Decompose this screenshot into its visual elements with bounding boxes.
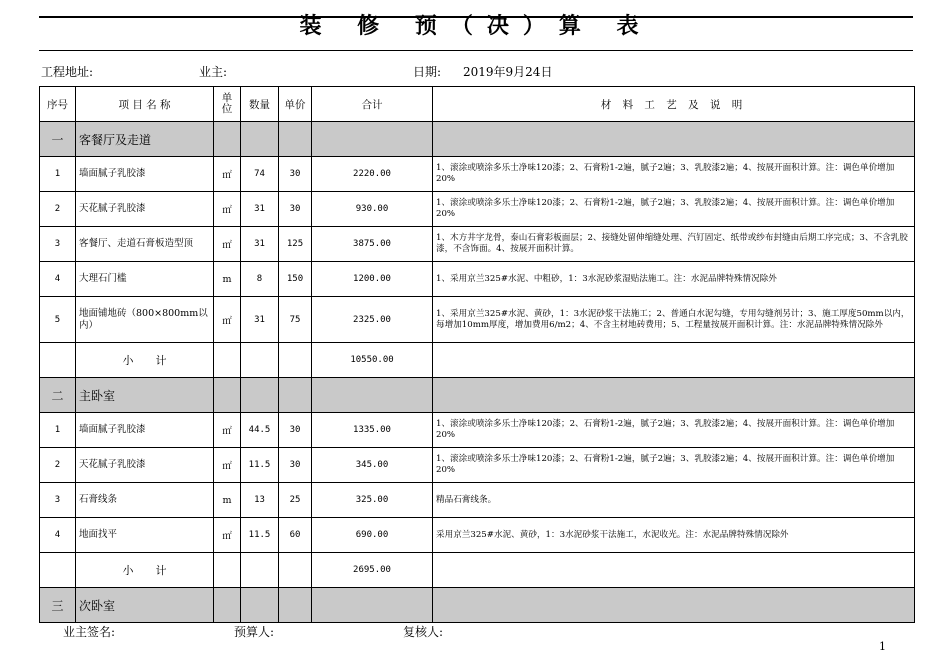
item-price: 150 — [279, 262, 312, 297]
item-name: 大理石门槛 — [76, 262, 214, 297]
item-unit: ㎡ — [214, 518, 241, 553]
budget-table — [39, 86, 915, 623]
section-empty-cell — [312, 378, 433, 413]
item-qty: 13 — [241, 483, 279, 518]
subtotal-value: 2695.00 — [312, 553, 433, 588]
section-number: 一 — [40, 122, 76, 157]
item-qty: 31 — [241, 192, 279, 227]
item-qty: 31 — [241, 297, 279, 343]
item-name: 地面铺地砖（800×800mm以内） — [76, 297, 214, 343]
item-qty: 11.5 — [241, 518, 279, 553]
item-number: 3 — [40, 483, 76, 518]
header-name: 项 目 名 称 — [76, 87, 214, 122]
item-name: 石膏线条 — [76, 483, 214, 518]
item-unit: m — [214, 483, 241, 518]
item-description: 1、木方井字龙骨，泰山石膏彩板面层；2、接缝处留伸缩缝处理、汽钉固定、纸带或纱布封缝由后期工序完成；3、不含乳胶漆，不含饰面。4、按展开面积计算。 — [433, 227, 915, 262]
subtotal-empty-cell — [214, 553, 241, 588]
subtotal-empty-cell — [279, 343, 312, 378]
item-qty: 44.5 — [241, 413, 279, 448]
section-empty-cell — [433, 378, 915, 413]
info-bar — [39, 50, 913, 87]
item-price: 30 — [279, 448, 312, 483]
item-price: 30 — [279, 413, 312, 448]
item-qty: 31 — [241, 227, 279, 262]
item-unit: ㎡ — [214, 157, 241, 192]
item-unit: m — [214, 262, 241, 297]
item-qty: 11.5 — [241, 448, 279, 483]
item-qty: 8 — [241, 262, 279, 297]
section-empty-cell — [241, 378, 279, 413]
item-number: 1 — [40, 157, 76, 192]
page-number: 1 — [879, 640, 886, 653]
subtotal-empty-cell — [40, 343, 76, 378]
table-row — [40, 157, 915, 192]
header-unit: 单位 — [214, 87, 241, 122]
item-name: 墙面腻子乳胶漆 — [76, 413, 214, 448]
owner-sign-label: 业主签名: — [63, 625, 116, 639]
section-empty-cell — [241, 122, 279, 157]
item-description: 1、采用京兰325#水泥、中粗砂，1：3水泥砂浆湿贴法施工。注：水泥品牌特殊情况除外 — [433, 262, 915, 297]
item-number: 1 — [40, 413, 76, 448]
table-row — [40, 448, 915, 483]
item-description: 1、滚涂或喷涂多乐士净味120漆；2、石膏粉1-2遍，腻子2遍；3、乳胶漆2遍；4、按展开面积计算。注：调色单价增加20% — [433, 413, 915, 448]
item-number: 3 — [40, 227, 76, 262]
section-name: 次卧室 — [76, 588, 214, 623]
subtotal-empty-cell — [433, 343, 915, 378]
subtotal-empty-cell — [40, 553, 76, 588]
page-title: 装 修 预（决）算 表 — [299, 13, 653, 39]
item-price: 75 — [279, 297, 312, 343]
item-total: 2325.00 — [312, 297, 433, 343]
item-unit: ㎡ — [214, 192, 241, 227]
section-empty-cell — [279, 378, 312, 413]
section-empty-cell — [312, 122, 433, 157]
estimator-label: 预算人: — [234, 625, 275, 639]
item-number: 5 — [40, 297, 76, 343]
item-total: 1200.00 — [312, 262, 433, 297]
item-total: 1335.00 — [312, 413, 433, 448]
header-no: 序号 — [40, 87, 76, 122]
item-price: 60 — [279, 518, 312, 553]
section-name: 主卧室 — [76, 378, 214, 413]
subtotal-empty-cell — [241, 553, 279, 588]
item-description: 1、采用京兰325#水泥、黄砂，1：3水泥砂浆干法施工；2、普通白水泥勾缝，专用勾缝剂另计；3、施工厚度50mm以内，每增加10mm厚度，增加费用6/m2；4、不含主材地砖费用；5、工程量按展开面积计算。注：水泥品牌特殊情况除外 — [433, 297, 915, 343]
item-number: 4 — [40, 518, 76, 553]
item-total: 2220.00 — [312, 157, 433, 192]
item-description: 采用京兰325#水泥、黄砂，1：3水泥砂浆干法施工，水泥收光。注：水泥品牌特殊情况除外 — [433, 518, 915, 553]
item-description: 1、滚涂或喷涂多乐士净味120漆；2、石膏粉1-2遍，腻子2遍；3、乳胶漆2遍；4、按展开面积计算。注：调色单价增加20% — [433, 448, 915, 483]
item-description: 1、滚涂或喷涂多乐士净味120漆；2、石膏粉1-2遍，腻子2遍；3、乳胶漆2遍；4、按展开面积计算。注：调色单价增加20% — [433, 157, 915, 192]
section-empty-cell — [279, 122, 312, 157]
header-desc: 材 料 工 艺 及 说 明 — [433, 87, 915, 122]
table-row — [40, 413, 915, 448]
date-value: 2019年9月24日 — [463, 65, 553, 79]
item-total: 345.00 — [312, 448, 433, 483]
item-price: 30 — [279, 157, 312, 192]
subtotal-label: 小 计 — [76, 553, 214, 588]
header-total: 合计 — [312, 87, 433, 122]
item-name: 客餐厅、走道石膏板造型顶 — [76, 227, 214, 262]
header-price: 单价 — [279, 87, 312, 122]
item-total: 930.00 — [312, 192, 433, 227]
item-total: 325.00 — [312, 483, 433, 518]
item-name: 墙面腻子乳胶漆 — [76, 157, 214, 192]
footer — [39, 618, 913, 639]
section-number: 二 — [40, 378, 76, 413]
table-row — [40, 518, 915, 553]
item-name: 地面找平 — [76, 518, 214, 553]
section-empty-cell — [214, 378, 241, 413]
subtotal-value: 10550.00 — [312, 343, 433, 378]
table-row — [40, 192, 915, 227]
subtotal-empty-cell — [241, 343, 279, 378]
section-empty-cell — [214, 122, 241, 157]
item-number: 2 — [40, 192, 76, 227]
section-name: 客餐厅及走道 — [76, 122, 214, 157]
subtotal-row — [40, 343, 915, 378]
subtotal-empty-cell — [433, 553, 915, 588]
item-name: 天花腻子乳胶漆 — [76, 448, 214, 483]
item-qty: 74 — [241, 157, 279, 192]
item-price: 30 — [279, 192, 312, 227]
table-row — [40, 262, 915, 297]
table-row — [40, 297, 915, 343]
table-row — [40, 227, 915, 262]
item-unit: ㎡ — [214, 448, 241, 483]
item-description: 精品石膏线条。 — [433, 483, 915, 518]
item-number: 4 — [40, 262, 76, 297]
subtotal-empty-cell — [214, 343, 241, 378]
section-row — [40, 122, 915, 157]
section-number: 三 — [40, 588, 76, 623]
item-total: 3875.00 — [312, 227, 433, 262]
item-unit: ㎡ — [214, 227, 241, 262]
subtotal-label: 小 计 — [76, 343, 214, 378]
item-total: 690.00 — [312, 518, 433, 553]
owner-label: 业主: — [199, 65, 228, 79]
item-name: 天花腻子乳胶漆 — [76, 192, 214, 227]
item-unit: ㎡ — [214, 297, 241, 343]
item-price: 125 — [279, 227, 312, 262]
section-row — [40, 378, 915, 413]
item-number: 2 — [40, 448, 76, 483]
header-row — [40, 87, 915, 122]
subtotal-empty-cell — [279, 553, 312, 588]
section-empty-cell — [433, 122, 915, 157]
header-qty: 数量 — [241, 87, 279, 122]
reviewer-label: 复核人: — [403, 625, 444, 639]
date-label: 日期: — [413, 65, 442, 79]
table-row — [40, 483, 915, 518]
subtotal-row — [40, 553, 915, 588]
address-label: 工程地址: — [41, 65, 94, 79]
item-unit: ㎡ — [214, 413, 241, 448]
item-price: 25 — [279, 483, 312, 518]
item-description: 1、滚涂或喷涂多乐士净味120漆；2、石膏粉1-2遍，腻子2遍；3、乳胶漆2遍；4、按展开面积计算。注：调色单价增加20% — [433, 192, 915, 227]
